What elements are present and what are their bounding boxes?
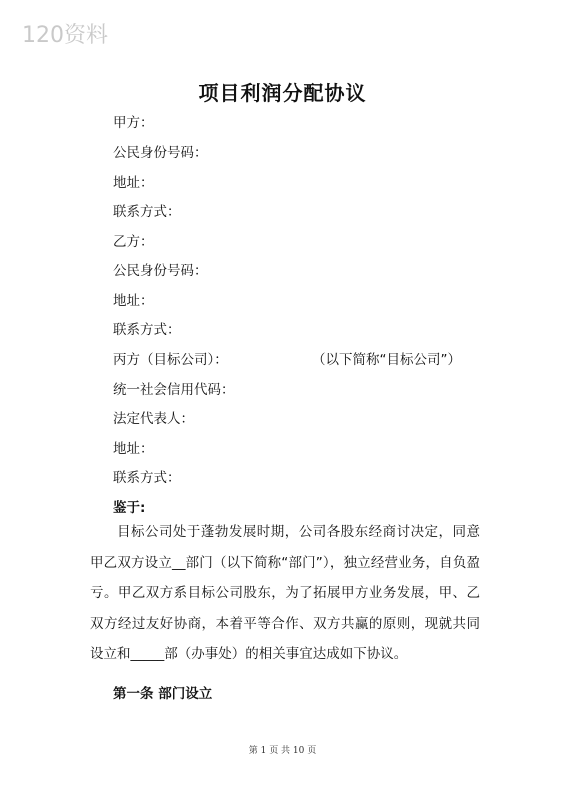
- party-a-address-label: 地址：: [113, 175, 154, 191]
- party-c-contact-label: 联系方式：: [113, 470, 181, 486]
- party-b-address-label: 地址：: [113, 293, 154, 309]
- party-c-label: 丙方（目标公司）：: [113, 352, 228, 368]
- whereas-paragraph: 目标公司处于蓬勃发展时期，公司各股东经商讨决定，同意甲乙双方设立__部门（以下简称“部门”），独立经营业务，自负盈亏。甲乙双方系目标公司股东，为了拓展甲方业务发展，甲、乙双方经过友好协商，本着平等合作、双方共赢的原则，现就共同设立和_____部（办事处）的相关事宜达成如下协议。: [90, 524, 480, 662]
- article-1-heading: 第一条 部门设立: [113, 686, 213, 702]
- party-a-label: 甲方：: [113, 115, 154, 131]
- party-a-id-label: 公民身份号码：: [113, 145, 208, 161]
- party-b-id-label: 公民身份号码：: [113, 263, 208, 279]
- party-c-legal-rep-label: 法定代表人：: [113, 411, 194, 427]
- party-b-contact-label: 联系方式：: [113, 322, 181, 338]
- party-b-label: 乙方：: [113, 234, 154, 250]
- party-c-note: （以下简称“目标公司”）: [312, 352, 461, 368]
- watermark: 120资料: [22, 23, 108, 48]
- party-c-credit-code-label: 统一社会信用代码：: [113, 382, 235, 398]
- whereas-heading: 鉴于:: [113, 500, 146, 516]
- document-title: 项目利润分配协议: [198, 81, 367, 105]
- party-c-address-label: 地址：: [113, 441, 154, 457]
- party-a-contact-label: 联系方式：: [113, 204, 181, 220]
- page-footer: 第 1 页 共 10 页: [248, 746, 317, 756]
